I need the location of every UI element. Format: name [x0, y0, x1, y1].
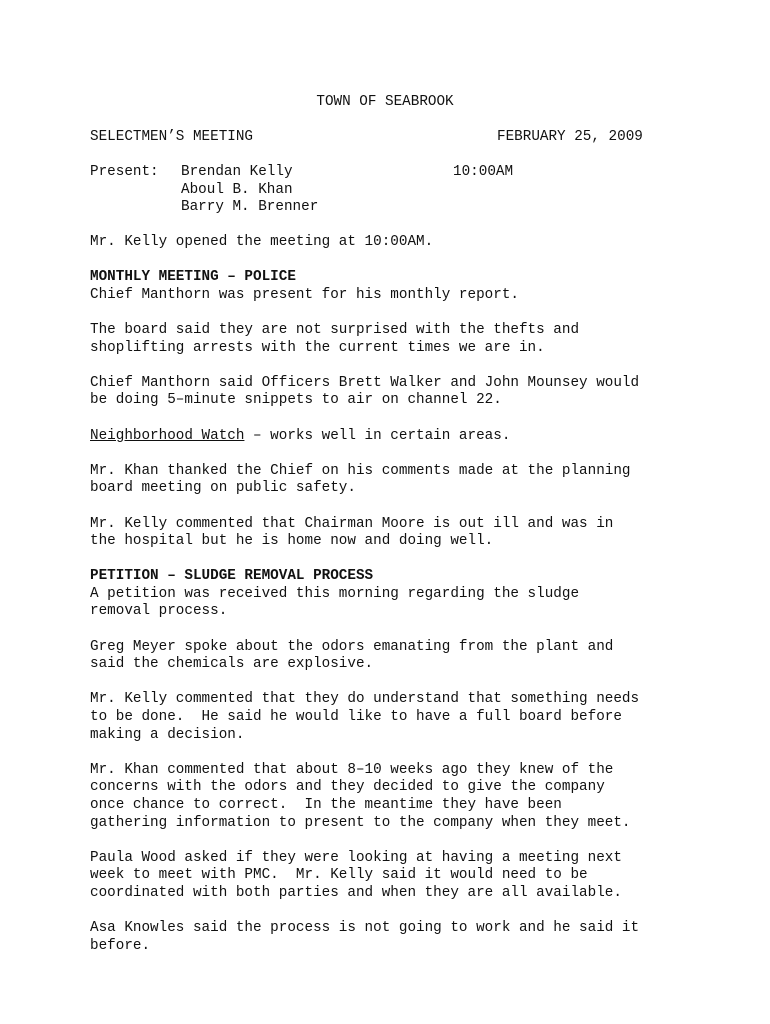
paragraph: Mr. Khan commented that about 8–10 weeks ago they knew of the concerns with the odors and they decided to give the company once chance to correct. In the meantime they have been gathering information to present to the company when they meet.	[90, 761, 631, 831]
opening-paragraph: Mr. Kelly opened the meeting at 10:00AM.	[90, 234, 434, 250]
paragraph: Mr. Kelly commented that they do understand that something needs to be done. He said he would like to have a full board before making a decision.	[90, 691, 640, 743]
neighborhood-watch-term: Neighborhood Watch	[90, 427, 245, 444]
section-heading-police: MONTHLY MEETING – POLICE	[90, 269, 296, 286]
present-label: Present:	[90, 164, 159, 180]
section-heading-petition: PETITION – SLUDGE REMOVAL PROCESS	[90, 568, 374, 585]
paragraph: Paula Wood asked if they were looking at having a meeting next week to meet with PMC. Mr. Kelly said it would need to be coordinated with both parties and when they are all available.	[90, 849, 622, 901]
document-title: TOWN OF SEABROOK	[316, 94, 454, 110]
paragraph: A petition was received this morning regarding the sludge removal process.	[90, 585, 580, 620]
meeting-name: SELECTMEN’S MEETING	[90, 129, 254, 145]
paragraph: Mr. Khan thanked the Chief on his comments made at the planning board meeting on public safety.	[90, 462, 631, 497]
attendee-name: Barry M. Brenner	[181, 199, 319, 216]
paragraph: Greg Meyer spoke about the odors emanating from the plant and said the chemicals are explosive.	[90, 638, 614, 673]
neighborhood-watch-note: – works well in certain areas.	[244, 427, 511, 444]
meeting-date: FEBRUARY 25, 2009	[497, 129, 643, 145]
neighborhood-watch-paragraph	[90, 428, 690, 446]
paragraph: Mr. Kelly commented that Chairman Moore is out ill and was in the hospital but he is home now and doing well.	[90, 515, 614, 550]
attendee-name: Aboul B. Khan	[181, 181, 293, 198]
meeting-time: 10:00AM	[453, 164, 514, 180]
paragraph: Chief Manthorn was present for his monthly report.	[90, 286, 519, 303]
minutes-body	[90, 234, 690, 973]
attendee-list	[181, 164, 318, 217]
paragraph: The board said they are not surprised with the thefts and shoplifting arrests with the current times we are in.	[90, 321, 580, 356]
attendee-name: Brendan Kelly	[181, 164, 293, 180]
paragraph: Chief Manthorn said Officers Brett Walker and John Mounsey would be doing 5–minute snippets to air on channel 22.	[90, 374, 640, 409]
paragraph: Asa Knowles said the process is not going to work and he said it before.	[90, 920, 640, 954]
